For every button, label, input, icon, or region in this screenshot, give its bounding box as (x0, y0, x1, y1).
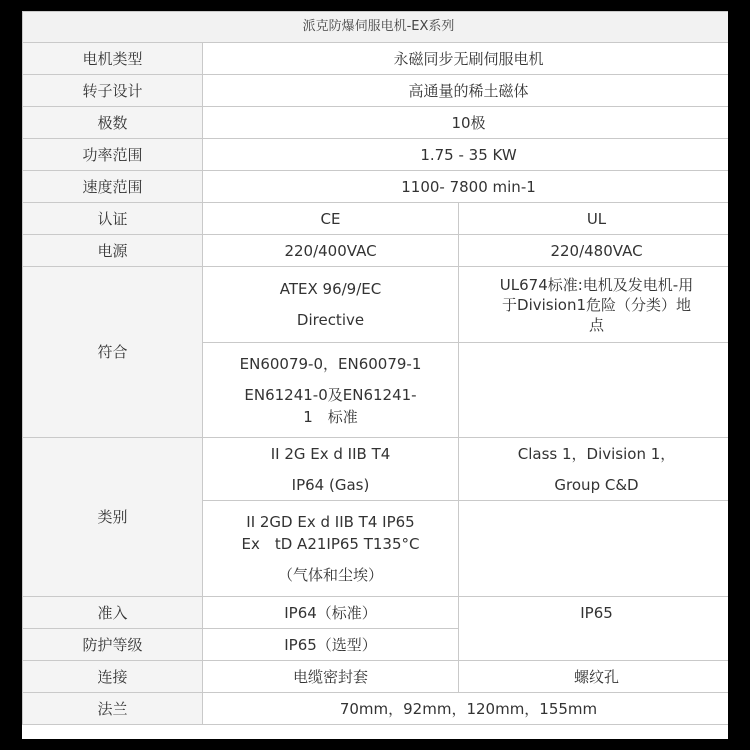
cell-line: Ex tD A21IP65 T135°C (241, 535, 420, 553)
row-power-supply (23, 235, 729, 267)
cell-line: 1 标准 (303, 407, 358, 426)
ul-cell (459, 267, 729, 343)
row-label: 电机类型 (23, 43, 203, 75)
cell-line: Directive (296, 311, 365, 329)
cell-line: 点 (589, 315, 605, 334)
row-label: 防护等级 (23, 629, 203, 661)
row-flange (23, 693, 729, 725)
ce-cell (203, 343, 459, 438)
row-value: 1.75 - 35 KW (203, 139, 729, 171)
ul-cell (459, 438, 729, 501)
ul-cell: 220/480VAC (459, 235, 729, 267)
cell-line: Group C&D (554, 475, 639, 494)
row-label: 电源 (23, 235, 203, 267)
row-admission (23, 597, 729, 629)
row-value: 高通量的稀土磁体 (203, 75, 729, 107)
row-value: 70mm，92mm，120mm，155mm (203, 693, 729, 725)
row-value: 10极 (203, 107, 729, 139)
ce-cell: 电缆密封套 (203, 661, 459, 693)
spec-sheet (22, 11, 728, 739)
cell-line: 于Division1危险（分类）地 (502, 295, 691, 314)
ul-cell-empty (459, 343, 729, 438)
ce-cell: 220/400VAC (203, 235, 459, 267)
ul-cell: UL (459, 203, 729, 235)
ul-cell-empty (459, 501, 729, 597)
table-title: 派克防爆伺服电机-EX系列 (23, 12, 729, 43)
row-speed-range (23, 171, 729, 203)
ce-cell (203, 501, 459, 597)
row-label: 类别 (23, 438, 203, 597)
ce-cell (203, 267, 459, 343)
row-label: 功率范围 (23, 139, 203, 171)
row-label: 认证 (23, 203, 203, 235)
row-poles (23, 107, 729, 139)
cell-line: ATEX 96/9/EC (279, 280, 382, 298)
row-value: 1100- 7800 min-1 (203, 171, 729, 203)
cell-line: II 2GD Ex d IIB T4 IP65 (246, 513, 415, 531)
row-label: 法兰 (23, 693, 203, 725)
ul-cell: 螺纹孔 (459, 661, 729, 693)
row-rotor-design (23, 75, 729, 107)
row-category-1 (23, 438, 729, 501)
cell-line: EN60079-0，EN60079-1 (239, 354, 422, 373)
cell-line: UL674标准:电机及发电机-用 (499, 275, 694, 294)
row-label: 极数 (23, 107, 203, 139)
ce-cell: CE (203, 203, 459, 235)
row-value: 永磁同步无刷伺服电机 (203, 43, 729, 75)
cell-line: EN61241-0及EN61241- (244, 385, 417, 404)
row-motor-type (23, 43, 729, 75)
row-certification (23, 203, 729, 235)
row-power-range (23, 139, 729, 171)
ce-cell (203, 438, 459, 501)
ce-cell: IP64（标准） (203, 597, 459, 629)
cell-line: Class 1，Division 1， (517, 444, 676, 463)
spec-table (22, 11, 728, 725)
row-compliance-1 (23, 267, 729, 343)
title-row (23, 12, 729, 43)
row-connection (23, 661, 729, 693)
cell-line: （气体和尘埃） (277, 566, 383, 584)
cell-line: II 2G Ex d IIB T4 (270, 444, 391, 463)
ce-cell: IP65（选型） (203, 629, 459, 661)
row-label: 符合 (23, 267, 203, 438)
cell-line: IP64 (Gas) (291, 475, 370, 494)
row-label: 准入 (23, 597, 203, 629)
ul-cell: IP65 (459, 597, 729, 661)
row-label: 连接 (23, 661, 203, 693)
row-label: 速度范围 (23, 171, 203, 203)
row-label: 转子设计 (23, 75, 203, 107)
